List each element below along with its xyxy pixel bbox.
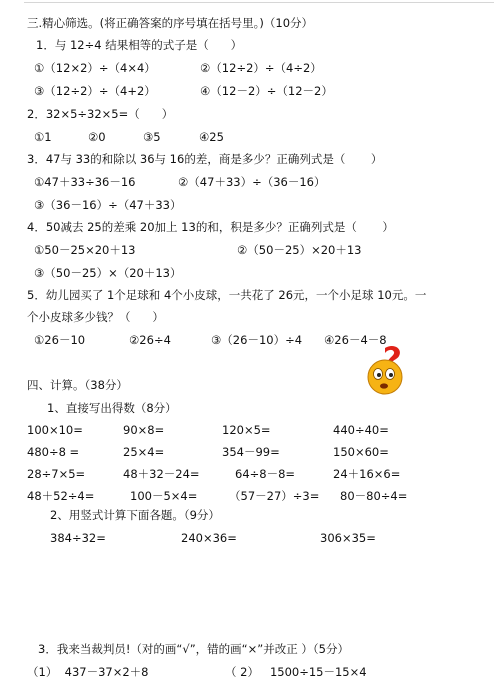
calc-item: 354－99= — [222, 445, 280, 459]
part1-heading: 1、直接写出得数（8分） — [47, 401, 177, 415]
q5-option-4: ④26－4－8 — [324, 333, 387, 347]
part2-heading: 2、用竖式计算下面各题。（9分） — [50, 508, 220, 522]
q5-stem-line1: 5．幼儿园买了 1个足球和 4个小皮球，一共花了 26元，一个小足球 10元。一 — [27, 288, 427, 302]
q3-option-2: ②（47＋33）÷（36－16） — [178, 175, 326, 189]
top-rule — [24, 2, 494, 3]
calc-item: 24＋16×6= — [333, 467, 401, 481]
calc-item: 25×4= — [123, 445, 165, 459]
q5-option-2: ②26÷4 — [129, 333, 171, 347]
part3-heading: 3．我来当裁判员!（对的画“√”，错的画“×”并改正 ）（5分） — [38, 642, 349, 656]
q4-option-3: ③（50－25）×（20＋13） — [34, 266, 182, 280]
vertical-calc-item: 240×36= — [181, 531, 237, 545]
section3-heading: 三.精心筛选。(将正确答案的序号填在括号里。)（10分） — [27, 16, 314, 30]
q1-option-1: ①（12×2）÷（4×4） — [34, 61, 156, 75]
q4-stem: 4．50减去 25的差乘 20加上 13的和，积是多少？正确列式是（ ） — [27, 220, 394, 234]
vertical-calc-item: 384÷32= — [50, 531, 106, 545]
q3-option-1: ①47＋33÷36－16 — [34, 175, 136, 189]
q5-option-1: ①26－10 — [34, 333, 86, 347]
calc-item: 64÷8－8= — [235, 467, 296, 481]
q2-option-2: ②0 — [88, 130, 106, 144]
section4-heading: 四、计算。（38分） — [27, 378, 128, 392]
q2-option-3: ③5 — [143, 130, 161, 144]
calc-item: 28÷7×5= — [27, 467, 86, 481]
judge-item: （1） 437－37×2＋8 — [27, 665, 149, 679]
q3-stem: 3．47与 33的和除以 36与 16的差，商是多少？正确列式是（ ） — [27, 152, 383, 166]
calc-item: 150×60= — [333, 445, 389, 459]
q5-option-3: ③（26－10）÷4 — [211, 333, 303, 347]
calc-item: 48＋32－24= — [123, 467, 200, 481]
calc-item: （57－27）÷3= — [229, 489, 320, 503]
vertical-calc-item: 306×35= — [320, 531, 376, 545]
q1-option-4: ④（12－2）÷（12－2） — [200, 84, 333, 98]
calc-item: 100－5×4= — [130, 489, 198, 503]
calc-item: 120×5= — [222, 423, 271, 437]
calc-item: 440÷40= — [333, 423, 389, 437]
q5-stem-line2: 个小皮球多少钱？（ ） — [27, 310, 164, 324]
q2-stem: 2．32×5÷32×5=（ ） — [27, 107, 174, 121]
thinking-face-icon — [363, 344, 409, 396]
calc-item: 100×10= — [27, 423, 83, 437]
q1-option-2: ②（12÷2）÷（4÷2） — [200, 61, 322, 75]
q2-option-1: ①1 — [34, 130, 52, 144]
q1-stem: 1．与 12÷4 结果相等的式子是（ ） — [36, 38, 243, 52]
q3-option-3: ③（36－16）÷（47＋33） — [34, 198, 182, 212]
calc-item: 480÷8 = — [27, 445, 80, 459]
q2-option-4: ④25 — [199, 130, 224, 144]
q4-option-1: ①50－25×20＋13 — [34, 243, 136, 257]
calc-item: 90×8= — [123, 423, 165, 437]
q1-option-3: ③（12÷2）÷（4+2） — [34, 84, 156, 98]
calc-item: 80－80÷4= — [340, 489, 408, 503]
calc-item: 48＋52÷4= — [27, 489, 95, 503]
q4-option-2: ②（50－25）×20＋13 — [237, 243, 362, 257]
judge-item: （ 2） 1500÷15－15×4 — [225, 665, 367, 679]
